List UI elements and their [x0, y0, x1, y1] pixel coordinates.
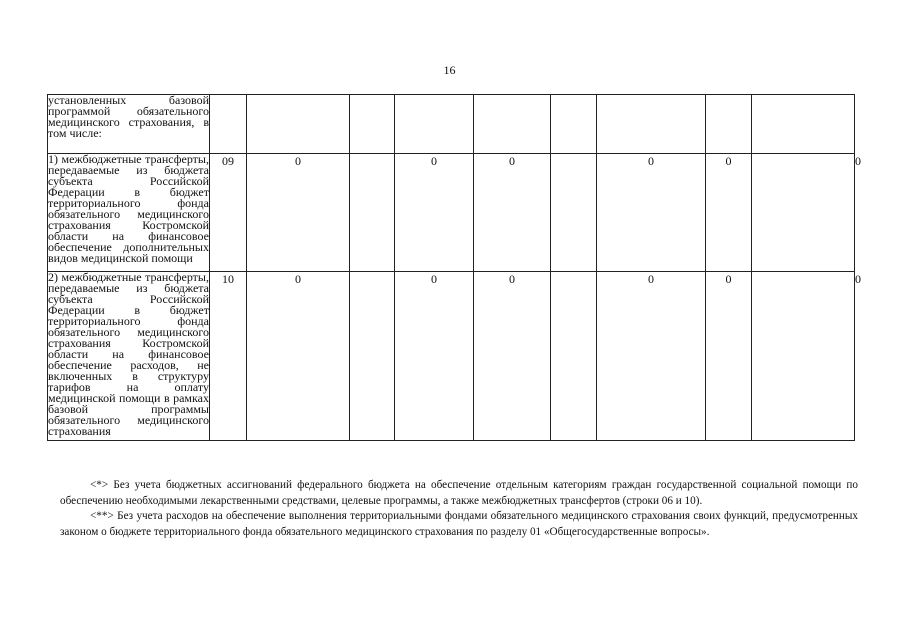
table-cell	[752, 154, 855, 272]
footnote-2: <**> Без учета расходов на обеспечение выполнения территориальными фондами обязательного медицинского страхования своих функций, предусмотренных законом о бюджете территориального фонда обязательного медицинского страхования по разделу 01 «Общегосударственные вопросы».	[60, 510, 858, 538]
table-cell	[247, 95, 350, 154]
table-cell	[752, 272, 855, 441]
footnotes	[60, 478, 858, 540]
table-cell	[597, 95, 706, 154]
row-description: 2) межбюджетные трансферты, передаваемые из бюджета субъекта Российской Федерации в бюджет территориального фонда обязательного медицинского страхования Костромской области на финансовое обеспечение расходов, не включенных в структуру тарифов на оплату медицинской помощи в рамках базовой программы обязательного медицинского страхования	[48, 272, 210, 441]
table-cell	[551, 272, 597, 441]
row-description: 1) межбюджетные трансферты, передаваемые из бюджета субъекта Российской Федерации в бюджет территориального фонда обязательного медицинского страхования Костромской области на финансовое обеспечение дополнительных видов медицинской помощи	[48, 154, 210, 272]
table-row: 2) межбюджетные трансферты, передаваемые из бюджета субъекта Российской Федерации в бюджет территориального фонда обязательного медицинского страхования Костромской области на финансовое обеспечение расходов, не включенных в структуру тарифов на оплату медицинской помощи в рамках базовой программы обязательного медицинского страхования 10 0 0 0 0 0 0	[48, 272, 855, 441]
table-cell: 0	[474, 272, 551, 441]
table-row: 1) межбюджетные трансферты, передаваемые из бюджета субъекта Российской Федерации в бюджет территориального фонда обязательного медицинского страхования Костромской области на финансовое обеспечение дополнительных видов медицинской помощи 09 0 0 0 0 0 0	[48, 154, 855, 272]
table-cell: 0	[247, 154, 350, 272]
table-cell	[395, 95, 474, 154]
table-cell: 0	[597, 154, 706, 272]
table-cell: 0	[474, 154, 551, 272]
table-cell	[350, 272, 395, 441]
row-code-cell: 09	[210, 154, 247, 272]
table-cell	[551, 95, 597, 154]
table-cell	[474, 95, 551, 154]
table-cell	[752, 95, 855, 154]
table-cell: 0	[706, 272, 752, 441]
table-cell: 0	[395, 272, 474, 441]
table-cell: 0	[706, 154, 752, 272]
row-description: установленных базовой программой обязательного медицинского страхования, в том числе:	[48, 95, 210, 154]
table-cell: 0	[597, 272, 706, 441]
footnote-1: <*> Без учета бюджетных ассигнований федерального бюджета на обеспечение отдельным категориям граждан государственной социальной помощи по обеспечению необходимыми лекарственными средствами, целевые программы, а также межбюджетных трансфертов (строки 06 и 10).	[60, 479, 858, 507]
budget-table	[47, 93, 861, 441]
page-number: 16	[443, 63, 456, 77]
table-cell	[551, 154, 597, 272]
table-row	[48, 95, 855, 154]
table-cell: 0	[247, 272, 350, 441]
row-code-cell: 10	[210, 272, 247, 441]
table-cell	[706, 95, 752, 154]
row-code-cell	[210, 95, 247, 154]
table-cell	[350, 95, 395, 154]
table-cell	[350, 154, 395, 272]
table-cell: 0	[395, 154, 474, 272]
